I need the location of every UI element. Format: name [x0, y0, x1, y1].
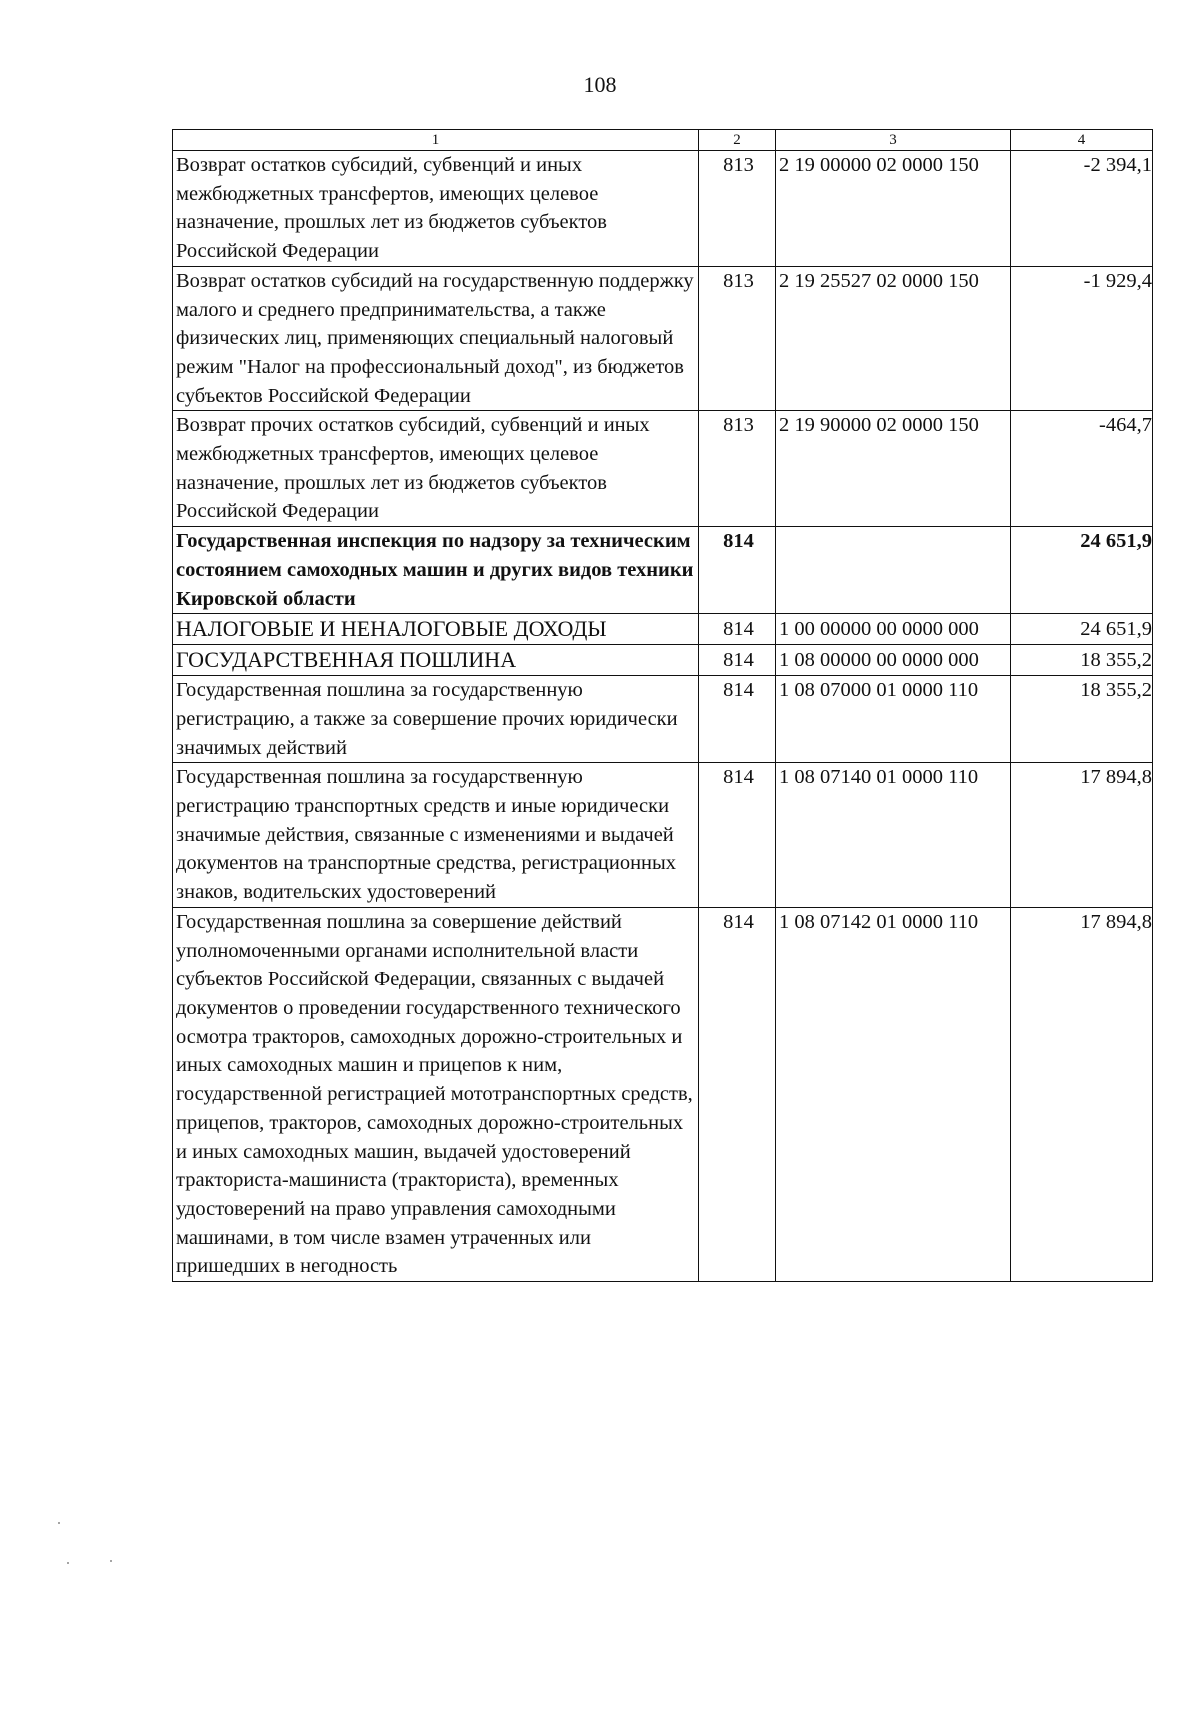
row-amount: 18 355,2	[1011, 676, 1153, 763]
row-budget-code: 1 00 00000 00 0000 000	[776, 614, 1011, 645]
table-row	[173, 676, 1153, 763]
row-admin-code: 814	[699, 527, 776, 614]
page-number: 108	[583, 72, 617, 97]
row-admin-code: 814	[699, 763, 776, 908]
scan-speck	[58, 1522, 60, 1524]
scan-speck	[67, 1562, 69, 1564]
table-row-section-heading	[173, 527, 1153, 614]
row-amount: 17 894,8	[1011, 763, 1153, 908]
row-amount: 17 894,8	[1011, 907, 1153, 1281]
row-name: Государственная инспекция по надзору за техническим состоянием самоходных машин и других видов техники Кировской области	[173, 527, 699, 614]
revenue-table	[172, 129, 1153, 1282]
column-header-3: 3	[776, 130, 1011, 151]
row-budget-code	[776, 527, 1011, 614]
table-row	[173, 907, 1153, 1281]
row-name: Государственная пошлина за государственную регистрацию транспортных средств и иные юридически значимые действия, связанные с изменениями и выдачей документов на транспортные средства, регистрационных знаков, водительских удостоверений	[173, 763, 699, 908]
table-row	[173, 151, 1153, 267]
column-header-2: 2	[699, 130, 776, 151]
scan-speck	[110, 1560, 112, 1562]
column-header-1: 1	[173, 130, 699, 151]
table-row	[173, 266, 1153, 411]
table-row	[173, 645, 1153, 676]
row-budget-code: 2 19 00000 02 0000 150	[776, 151, 1011, 267]
row-name: Государственная пошлина за совершение действий уполномоченными органами исполнительной власти субъектов Российской Федерации, связанных с выдачей документов о проведении государственного технического осмотра тракторов, самоходных дорожно-строительных и иных самоходных машин и прицепов к ним, государственной регистрацией мототранспортных средств, прицепов, тракторов, самоходных дорожно-строительных и иных самоходных машин, выдачей удостоверений тракториста-машиниста (тракториста), временных удостоверений на право управления самоходными машинами, в том числе взамен утраченных или пришедших в негодность	[173, 907, 699, 1281]
table-row	[173, 763, 1153, 908]
row-admin-code: 813	[699, 266, 776, 411]
row-budget-code: 1 08 00000 00 0000 000	[776, 645, 1011, 676]
column-header-4: 4	[1011, 130, 1153, 151]
row-admin-code: 813	[699, 411, 776, 527]
row-admin-code: 814	[699, 907, 776, 1281]
row-budget-code: 1 08 07140 01 0000 110	[776, 763, 1011, 908]
row-amount: -464,7	[1011, 411, 1153, 527]
row-admin-code: 813	[699, 151, 776, 267]
table-header-row	[173, 130, 1153, 151]
row-amount: 18 355,2	[1011, 645, 1153, 676]
row-admin-code: 814	[699, 676, 776, 763]
row-amount: 24 651,9	[1011, 527, 1153, 614]
row-budget-code: 2 19 25527 02 0000 150	[776, 266, 1011, 411]
row-amount: -1 929,4	[1011, 266, 1153, 411]
row-name: Возврат прочих остатков субсидий, субвенций и иных межбюджетных трансфертов, имеющих целевое назначение, прошлых лет из бюджетов субъектов Российской Федерации	[173, 411, 699, 527]
row-amount: -2 394,1	[1011, 151, 1153, 267]
row-admin-code: 814	[699, 614, 776, 645]
row-name: Возврат остатков субсидий на государственную поддержку малого и среднего предпринимательства, а также физических лиц, применяющих специальный налоговый режим "Налог на профессиональный доход", из бюджетов субъектов Российской Федерации	[173, 266, 699, 411]
row-amount: 24 651,9	[1011, 614, 1153, 645]
row-budget-code: 2 19 90000 02 0000 150	[776, 411, 1011, 527]
table-row	[173, 411, 1153, 527]
row-name: Возврат остатков субсидий, субвенций и иных межбюджетных трансфертов, имеющих целевое назначение, прошлых лет из бюджетов субъектов Российской Федерации	[173, 151, 699, 267]
row-name: Государственная пошлина за государственную регистрацию, а также за совершение прочих юридически значимых действий	[173, 676, 699, 763]
row-budget-code: 1 08 07000 01 0000 110	[776, 676, 1011, 763]
table-row	[173, 614, 1153, 645]
row-admin-code: 814	[699, 645, 776, 676]
row-name: НАЛОГОВЫЕ И НЕНАЛОГОВЫЕ ДОХОДЫ	[173, 614, 699, 645]
row-budget-code: 1 08 07142 01 0000 110	[776, 907, 1011, 1281]
row-name: ГОСУДАРСТВЕННАЯ ПОШЛИНА	[173, 645, 699, 676]
